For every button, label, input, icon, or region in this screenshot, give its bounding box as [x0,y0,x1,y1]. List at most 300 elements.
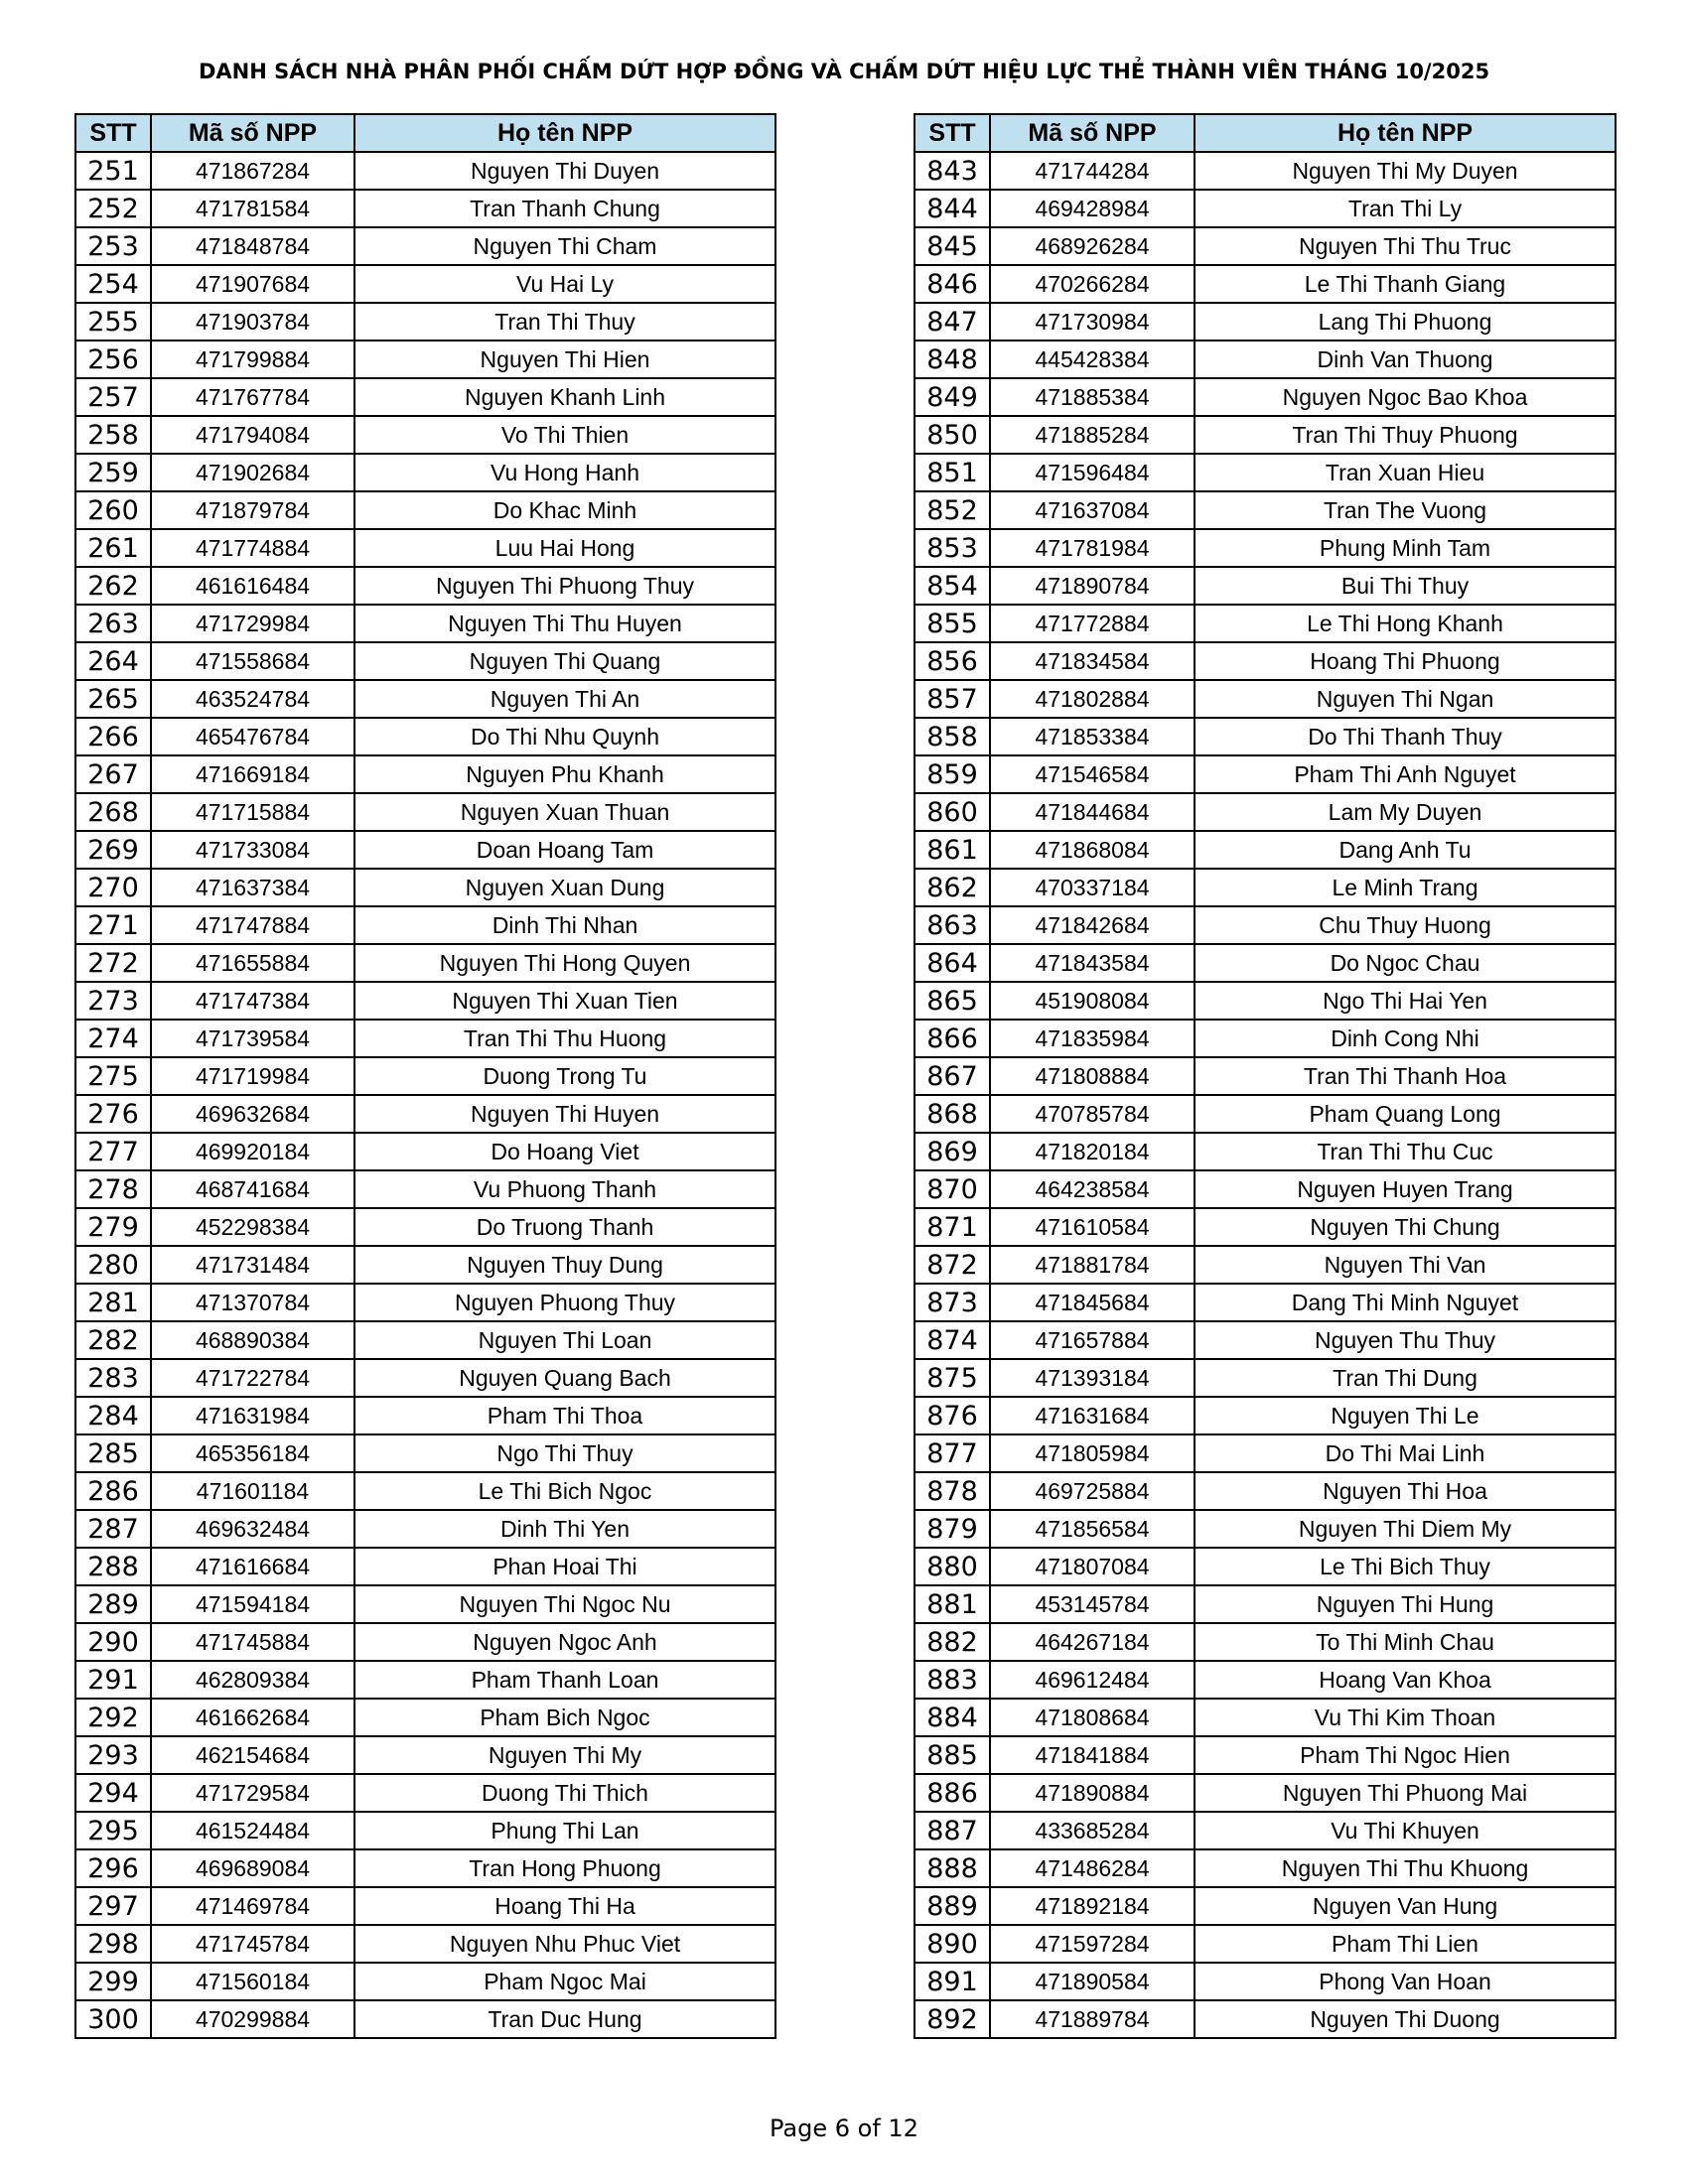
cell-distributor-id: 471903784 [151,303,354,341]
cell-stt: 269 [75,831,151,869]
cell-distributor-name: Ngo Thi Thuy [354,1434,775,1472]
table-row [914,1774,1616,1812]
cell-stt: 262 [75,567,151,605]
cell-distributor-name: Nguyen Thi Le [1195,1397,1616,1434]
cell-distributor-name: Vu Hai Ly [354,265,775,303]
cell-distributor-name: Chu Thuy Huong [1195,906,1616,944]
table-row [914,1170,1616,1208]
cell-distributor-id: 471657884 [990,1321,1195,1359]
cell-stt: 268 [75,793,151,831]
cell-stt: 251 [75,152,151,190]
cell-stt: 283 [75,1359,151,1397]
table-row [914,454,1616,491]
cell-stt: 253 [75,227,151,265]
table-row [914,869,1616,906]
table-row [914,605,1616,642]
cell-stt: 291 [75,1661,151,1699]
cell-distributor-id: 471879784 [151,491,354,529]
cell-distributor-id: 464238584 [990,1170,1195,1208]
cell-distributor-name: Nguyen Ngoc Bao Khoa [1195,378,1616,416]
cell-distributor-name: Nguyen Thi Hung [1195,1585,1616,1623]
cell-distributor-name: Duong Trong Tu [354,1057,775,1095]
cell-distributor-id: 461662684 [151,1699,354,1736]
cell-distributor-id: 471729984 [151,605,354,642]
cell-stt: 276 [75,1095,151,1133]
cell-stt: 881 [914,1585,990,1623]
cell-distributor-id: 461616484 [151,567,354,605]
cell-distributor-id: 469428984 [990,190,1195,227]
table-row [75,1623,775,1661]
cell-distributor-id: 465356184 [151,1434,354,1472]
table-row [75,755,775,793]
cell-stt: 260 [75,491,151,529]
cell-distributor-id: 469725884 [990,1472,1195,1510]
cell-distributor-id: 471596484 [990,454,1195,491]
cell-distributor-name: Vu Thi Khuyen [1195,1812,1616,1849]
cell-distributor-name: Nguyen Xuan Thuan [354,793,775,831]
cell-stt: 285 [75,1434,151,1472]
cell-distributor-name: Lang Thi Phuong [1195,303,1616,341]
cell-distributor-name: Hoang Van Khoa [1195,1661,1616,1699]
cell-stt: 257 [75,378,151,416]
table-row [914,378,1616,416]
cell-stt: 273 [75,982,151,1020]
cell-distributor-id: 471637384 [151,869,354,906]
cell-distributor-id: 471802884 [990,680,1195,718]
cell-distributor-name: Le Minh Trang [1195,869,1616,906]
table-row [914,190,1616,227]
cell-distributor-name: Pham Thi Lien [1195,1925,1616,1963]
cell-distributor-id: 471616684 [151,1548,354,1585]
table-row [75,1510,775,1548]
cell-stt: 851 [914,454,990,491]
cell-distributor-name: Nguyen Xuan Dung [354,869,775,906]
table-row [914,1887,1616,1925]
cell-distributor-id: 451908084 [990,982,1195,1020]
cell-distributor-id: 471393184 [990,1359,1195,1397]
cell-stt: 889 [914,1887,990,1925]
cell-stt: 868 [914,1095,990,1133]
table-row [914,227,1616,265]
cell-distributor-name: Nguyen Thi Cham [354,227,775,265]
cell-distributor-name: Phung Minh Tam [1195,529,1616,567]
cell-distributor-name: Doan Hoang Tam [354,831,775,869]
cell-stt: 280 [75,1246,151,1284]
cell-distributor-name: Nguyen Thi Van [1195,1246,1616,1284]
cell-stt: 254 [75,265,151,303]
table-row [914,1849,1616,1887]
table-row [75,1057,775,1095]
cell-distributor-name: Tran Thi Thuy [354,303,775,341]
cell-distributor-id: 471722784 [151,1359,354,1397]
cell-stt: 297 [75,1887,151,1925]
cell-distributor-name: Nguyen Huyen Trang [1195,1170,1616,1208]
table-row [914,1661,1616,1699]
cell-stt: 855 [914,605,990,642]
table-row [75,1849,775,1887]
cell-distributor-id: 471902684 [151,454,354,491]
cell-distributor-name: Nguyen Thi Thu Truc [1195,227,1616,265]
cell-distributor-id: 471890584 [990,1963,1195,2000]
table-row [75,1434,775,1472]
table-row [914,1812,1616,1849]
cell-distributor-name: Phong Van Hoan [1195,1963,1616,2000]
cell-distributor-name: Nguyen Thi Duyen [354,152,775,190]
cell-distributor-id: 471807084 [990,1548,1195,1585]
cell-distributor-id: 471881784 [990,1246,1195,1284]
cell-stt: 858 [914,718,990,755]
cell-distributor-id: 471781984 [990,529,1195,567]
distributor-table-right [914,113,1617,2039]
cell-distributor-id: 471733084 [151,831,354,869]
table-row [75,341,775,378]
table-body-right [914,152,1616,2038]
cell-distributor-id: 471845684 [990,1284,1195,1321]
cell-distributor-id: 471853384 [990,718,1195,755]
cell-distributor-id: 453145784 [990,1585,1195,1623]
cell-stt: 279 [75,1208,151,1246]
cell-distributor-name: Nguyen Thi Huyen [354,1095,775,1133]
table-row [914,1623,1616,1661]
cell-distributor-id: 470337184 [990,869,1195,906]
table-row [75,491,775,529]
cell-distributor-id: 470785784 [990,1095,1195,1133]
cell-stt: 856 [914,642,990,680]
cell-distributor-name: Tran Thi Thu Huong [354,1020,775,1057]
cell-stt: 887 [914,1812,990,1849]
cell-stt: 892 [914,2000,990,2038]
cell-distributor-id: 471772884 [990,605,1195,642]
cell-distributor-name: Le Thi Bich Thuy [1195,1548,1616,1585]
table-row [914,1057,1616,1095]
cell-distributor-name: Nguyen Phu Khanh [354,755,775,793]
cell-stt: 267 [75,755,151,793]
cell-stt: 871 [914,1208,990,1246]
table-row [75,567,775,605]
cell-distributor-name: Nguyen Thi Xuan Tien [354,982,775,1020]
cell-distributor-name: Pham Thi Ngoc Hien [1195,1736,1616,1774]
cell-distributor-name: Tran Duc Hung [354,2000,775,2038]
table-row [75,1925,775,1963]
table-row [914,1020,1616,1057]
cell-stt: 286 [75,1472,151,1510]
cell-stt: 275 [75,1057,151,1095]
cell-distributor-name: Le Thi Thanh Giang [1195,265,1616,303]
cell-distributor-name: Nguyen Khanh Linh [354,378,775,416]
cell-distributor-id: 471889784 [990,2000,1195,2038]
cell-stt: 296 [75,1849,151,1887]
cell-distributor-id: 469689084 [151,1849,354,1887]
cell-distributor-name: Dinh Cong Nhi [1195,1020,1616,1057]
table-row [75,1963,775,2000]
cell-stt: 259 [75,454,151,491]
cell-distributor-id: 462809384 [151,1661,354,1699]
cell-distributor-id: 471558684 [151,642,354,680]
cell-distributor-id: 471637084 [990,491,1195,529]
cell-stt: 873 [914,1284,990,1321]
cell-distributor-id: 463524784 [151,680,354,718]
table-row [75,680,775,718]
cell-distributor-id: 471747884 [151,906,354,944]
table-row [914,416,1616,454]
cell-distributor-name: Nguyen Thi Chung [1195,1208,1616,1246]
cell-stt: 869 [914,1133,990,1170]
cell-distributor-name: Nguyen Thi An [354,680,775,718]
cell-stt: 298 [75,1925,151,1963]
cell-distributor-name: Nguyen Thi My Duyen [1195,152,1616,190]
cell-distributor-name: Nguyen Thi My [354,1736,775,1774]
table-row [75,1359,775,1397]
cell-distributor-name: Vu Thi Kim Thoan [1195,1699,1616,1736]
cell-stt: 865 [914,982,990,1020]
cell-distributor-id: 471655884 [151,944,354,982]
cell-distributor-name: Nguyen Phuong Thuy [354,1284,775,1321]
cell-distributor-id: 471730984 [990,303,1195,341]
cell-distributor-id: 471597284 [990,1925,1195,1963]
cell-stt: 843 [914,152,990,190]
cell-distributor-id: 471745784 [151,1925,354,1963]
cell-distributor-id: 471867284 [151,152,354,190]
cell-stt: 845 [914,227,990,265]
table-row [914,1133,1616,1170]
table-row [914,982,1616,1020]
cell-distributor-name: Tran Thanh Chung [354,190,775,227]
table-row [914,1548,1616,1585]
table-header-row [914,114,1616,152]
page-number: Page 6 of 12 [770,2115,918,2142]
cell-distributor-name: Tran Xuan Hieu [1195,454,1616,491]
cell-stt: 880 [914,1548,990,1585]
table-row [75,793,775,831]
cell-distributor-name: Nguyen Thi Hien [354,341,775,378]
table-row [75,1133,775,1170]
table-row [75,416,775,454]
table-row [75,906,775,944]
cell-stt: 876 [914,1397,990,1434]
table-row [914,1284,1616,1321]
table-row [75,1397,775,1434]
cell-distributor-name: Lam My Duyen [1195,793,1616,831]
cell-distributor-name: Pham Ngoc Mai [354,1963,775,2000]
cell-stt: 847 [914,303,990,341]
table-row [75,1887,775,1925]
cell-stt: 860 [914,793,990,831]
cell-stt: 875 [914,1359,990,1397]
cell-stt: 265 [75,680,151,718]
cell-stt: 261 [75,529,151,567]
table-row [914,303,1616,341]
table-row [75,831,775,869]
cell-distributor-name: Tran Thi Ly [1195,190,1616,227]
cell-distributor-name: Tran The Vuong [1195,491,1616,529]
cell-distributor-name: To Thi Minh Chau [1195,1623,1616,1661]
cell-stt: 867 [914,1057,990,1095]
cell-stt: 877 [914,1434,990,1472]
cell-stt: 883 [914,1661,990,1699]
cell-distributor-id: 471546584 [990,755,1195,793]
cell-stt: 884 [914,1699,990,1736]
table-row [914,793,1616,831]
cell-distributor-name: Do Truong Thanh [354,1208,775,1246]
cell-stt: 862 [914,869,990,906]
cell-stt: 288 [75,1548,151,1585]
cell-stt: 284 [75,1397,151,1434]
table-row [75,190,775,227]
cell-distributor-id: 461524484 [151,1812,354,1849]
header-stt: STT [914,114,990,152]
cell-stt: 289 [75,1585,151,1623]
table-row [75,605,775,642]
cell-distributor-name: Tran Thi Thuy Phuong [1195,416,1616,454]
cell-stt: 878 [914,1472,990,1510]
cell-stt: 272 [75,944,151,982]
cell-distributor-id: 471729584 [151,1774,354,1812]
table-row [75,1736,775,1774]
table-row [75,1812,775,1849]
cell-distributor-id: 469612484 [990,1661,1195,1699]
cell-stt: 885 [914,1736,990,1774]
cell-distributor-name: Le Thi Bich Ngoc [354,1472,775,1510]
table-row [914,1397,1616,1434]
cell-distributor-name: Luu Hai Hong [354,529,775,567]
cell-distributor-id: 471848784 [151,227,354,265]
table-row [914,529,1616,567]
cell-stt: 861 [914,831,990,869]
document-title: DANH SÁCH NHÀ PHÂN PHỐI CHẤM DỨT HỢP ĐỒNG VÀ CHẤM DỨT HIỆU LỰC THẺ THÀNH VIÊN THÁNG 10/2025 [198,60,1490,83]
cell-distributor-name: Dinh Thi Yen [354,1510,775,1548]
table-row [75,718,775,755]
cell-distributor-name: Le Thi Hong Khanh [1195,605,1616,642]
cell-distributor-id: 464267184 [990,1623,1195,1661]
cell-stt: 293 [75,1736,151,1774]
cell-distributor-id: 471841884 [990,1736,1195,1774]
cell-distributor-id: 471370784 [151,1284,354,1321]
cell-distributor-id: 471631684 [990,1397,1195,1434]
cell-distributor-name: Nguyen Thi Thu Khuong [1195,1849,1616,1887]
cell-distributor-id: 471805984 [990,1434,1195,1472]
cell-distributor-name: Nguyen Thi Hong Quyen [354,944,775,982]
cell-distributor-id: 468741684 [151,1170,354,1208]
cell-stt: 872 [914,1246,990,1284]
cell-distributor-name: Tran Thi Thanh Hoa [1195,1057,1616,1095]
table-row [914,491,1616,529]
cell-stt: 295 [75,1812,151,1849]
table-row [75,454,775,491]
cell-distributor-id: 471739584 [151,1020,354,1057]
table-header-row [75,114,775,152]
table-row [914,1736,1616,1774]
table-row [75,2000,775,2038]
cell-distributor-name: Nguyen Thi Duong [1195,2000,1616,2038]
cell-stt: 890 [914,1925,990,1963]
cell-distributor-name: Nguyen Thi Quang [354,642,775,680]
table-row [75,1321,775,1359]
cell-distributor-id: 471745884 [151,1623,354,1661]
cell-distributor-name: Do Hoang Viet [354,1133,775,1170]
table-row [75,1661,775,1699]
cell-distributor-name: Tran Thi Dung [1195,1359,1616,1397]
table-row [75,529,775,567]
cell-distributor-name: Phung Thi Lan [354,1812,775,1849]
cell-distributor-name: Pham Quang Long [1195,1095,1616,1133]
cell-distributor-id: 471781584 [151,190,354,227]
cell-distributor-id: 469920184 [151,1133,354,1170]
table-row [914,1321,1616,1359]
cell-distributor-id: 471469784 [151,1887,354,1925]
cell-stt: 270 [75,869,151,906]
cell-distributor-name: Pham Bich Ngoc [354,1699,775,1736]
cell-distributor-name: Nguyen Thi Diem My [1195,1510,1616,1548]
cell-stt: 874 [914,1321,990,1359]
table-row [75,1208,775,1246]
cell-stt: 886 [914,1774,990,1812]
cell-distributor-id: 471808884 [990,1057,1195,1095]
cell-distributor-id: 468926284 [990,227,1195,265]
cell-distributor-id: 471799884 [151,341,354,378]
table-row [75,1472,775,1510]
cell-stt: 848 [914,341,990,378]
table-row [75,152,775,190]
cell-stt: 846 [914,265,990,303]
table-row [75,303,775,341]
table-row [75,1246,775,1284]
cell-distributor-name: Nguyen Thi Hoa [1195,1472,1616,1510]
cell-distributor-id: 471835984 [990,1020,1195,1057]
table-row [75,265,775,303]
cell-distributor-name: Pham Thi Thoa [354,1397,775,1434]
cell-stt: 287 [75,1510,151,1548]
table-row [914,265,1616,303]
cell-distributor-id: 462154684 [151,1736,354,1774]
cell-stt: 882 [914,1623,990,1661]
table-row [914,642,1616,680]
cell-stt: 271 [75,906,151,944]
table-row [75,642,775,680]
cell-distributor-name: Vu Phuong Thanh [354,1170,775,1208]
cell-distributor-id: 471885284 [990,416,1195,454]
cell-distributor-name: Tran Thi Thu Cuc [1195,1133,1616,1170]
cell-distributor-id: 471834584 [990,642,1195,680]
cell-distributor-name: Duong Thi Thich [354,1774,775,1812]
table-row [75,944,775,982]
table-row [914,906,1616,944]
cell-distributor-name: Dinh Van Thuong [1195,341,1616,378]
table-row [75,869,775,906]
table-row [914,341,1616,378]
cell-stt: 263 [75,605,151,642]
table-row [75,1020,775,1057]
header-stt: STT [75,114,151,152]
cell-stt: 854 [914,567,990,605]
cell-stt: 853 [914,529,990,567]
cell-distributor-id: 470266284 [990,265,1195,303]
cell-distributor-id: 433685284 [990,1812,1195,1849]
cell-stt: 255 [75,303,151,341]
cell-stt: 294 [75,1774,151,1812]
cell-distributor-id: 445428384 [990,341,1195,378]
table-row [914,1208,1616,1246]
cell-distributor-name: Hoang Thi Phuong [1195,642,1616,680]
cell-distributor-name: Do Thi Thanh Thuy [1195,718,1616,755]
table-row [914,152,1616,190]
table-row [75,1284,775,1321]
cell-distributor-id: 471631984 [151,1397,354,1434]
cell-stt: 290 [75,1623,151,1661]
table-row [914,1246,1616,1284]
table-row [914,944,1616,982]
cell-distributor-id: 471774884 [151,529,354,567]
cell-stt: 888 [914,1849,990,1887]
